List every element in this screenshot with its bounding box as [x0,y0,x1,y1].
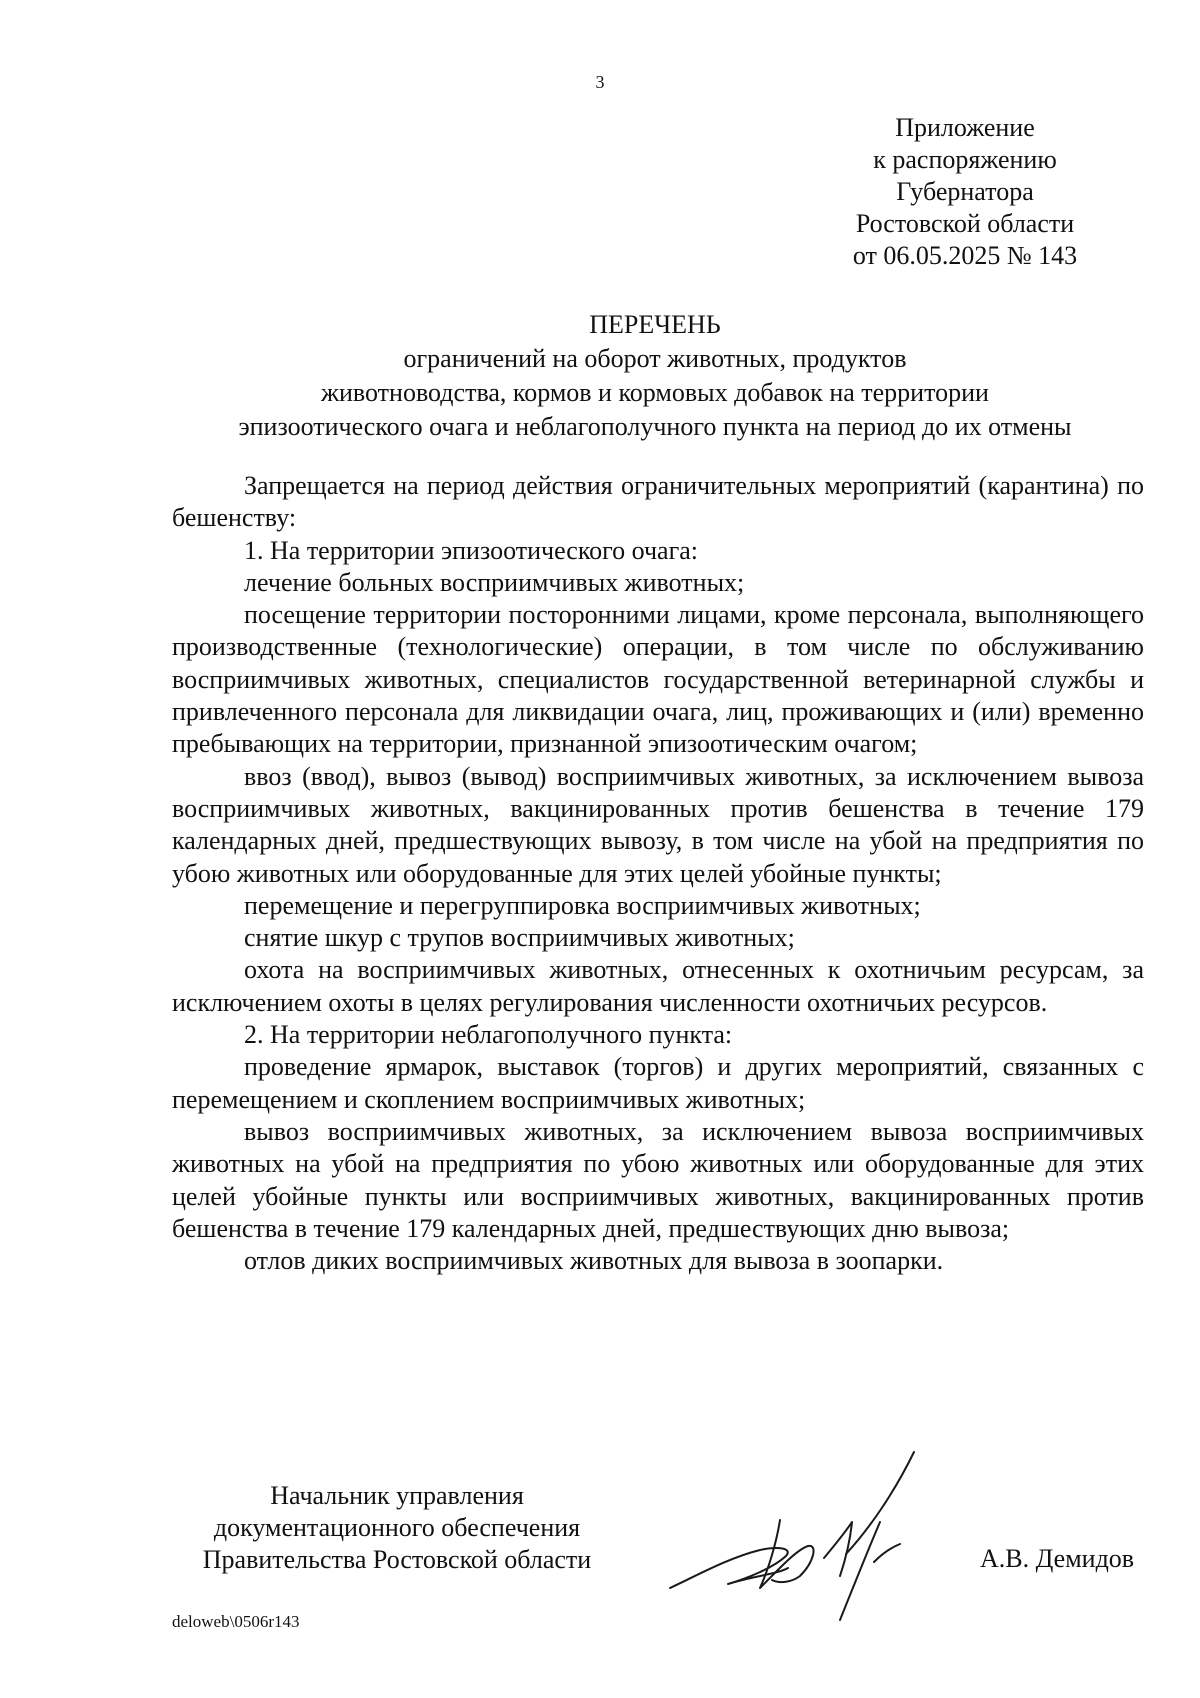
document-title: ПЕРЕЧЕНЬ [589,310,721,339]
handwritten-signature [668,1450,938,1630]
signer-position [172,1480,622,1576]
section-heading: 1. На территории эпизоотического очага: [244,535,699,565]
paragraph: Запрещается на период действия ограничительных мероприятий (карантина) по бешенству: [172,471,1144,533]
paragraph: ввоз (ввод), вывоз (вывод) восприимчивых животных, за исключением вывоза восприимчивых животных, вакцинированных против бешенства в течение 179 календарных дней, предшествующих вывозу, в том числе на убой на предприятия по убою животных или оборудованные для этих целей убойные пункты; [172,761,1144,888]
subtitle-line: эпизоотического очага и неблагополучного пункта на период до их отмены [238,412,1072,441]
signer-position-line: Правительства Ростовской области [202,1545,592,1574]
paragraph: проведение ярмарок, выставок (торгов) и других мероприятий, связанных с перемещением и скоплением восприимчивых животных; [172,1052,1144,1114]
paragraph: перемещение и перегруппировка восприимчивых животных; [244,890,921,920]
paragraph: вывоз восприимчивых животных, за исключением вывоза восприимчивых животных на убой на предприятия по убою животных или оборудованные для этих целей убойные пункты или восприимчивых животных, вакцинированных против бешенства в течение 179 календарных дней, предшествующих дню вывоза; [172,1116,1144,1243]
paragraph: посещение территории посторонними лицами, кроме персонала, выполняющего производственные (технологические) операции, в том числе по обслуживанию восприимчивых животных, специалистов государственной ветеринарной службы и привлеченного персонала для ликвидации очага, лиц, проживающих и (или) временно пребывающих на территории, признанной эпизоотическим очагом; [172,600,1144,759]
subtitle-line: ограничений на оборот животных, продуктов [403,344,907,373]
appendix-line: Приложение [895,113,1035,142]
paragraph: лечение больных восприимчивых животных; [244,567,745,597]
document-subtitle [150,342,1160,444]
paragraph: снятие шкур с трупов восприимчивых животных; [244,923,795,953]
document-code: deloweb\0506r143 [172,1612,300,1631]
title-block [150,308,1160,444]
page-number: 3 [595,72,605,92]
section-heading: 2. На территории неблагополучного пункта: [244,1020,733,1050]
signer-position-line: документационного обеспечения [213,1513,581,1542]
appendix-line: Ростовской области [855,209,1075,238]
appendix-block [820,112,1110,272]
paragraph: отлов диких восприимчивых животных для вывоза в зоопарки. [244,1246,944,1276]
document-body [172,470,1144,1277]
appendix-line: от 06.05.2025 № 143 [852,241,1078,270]
signer-position-line: Начальник управления [270,1481,524,1510]
appendix-line: к распоряжению [873,145,1057,174]
appendix-line: Губернатора [896,177,1034,206]
paragraph: охота на восприимчивых животных, отнесенных к охотничьим ресурсам, за исключением охоты в целях регулирования численности охотничьих ресурсов. [172,955,1144,1017]
subtitle-line: животноводства, кормов и кормовых добавок на территории [321,378,989,407]
signer-name: А.В. Демидов [980,1544,1135,1573]
